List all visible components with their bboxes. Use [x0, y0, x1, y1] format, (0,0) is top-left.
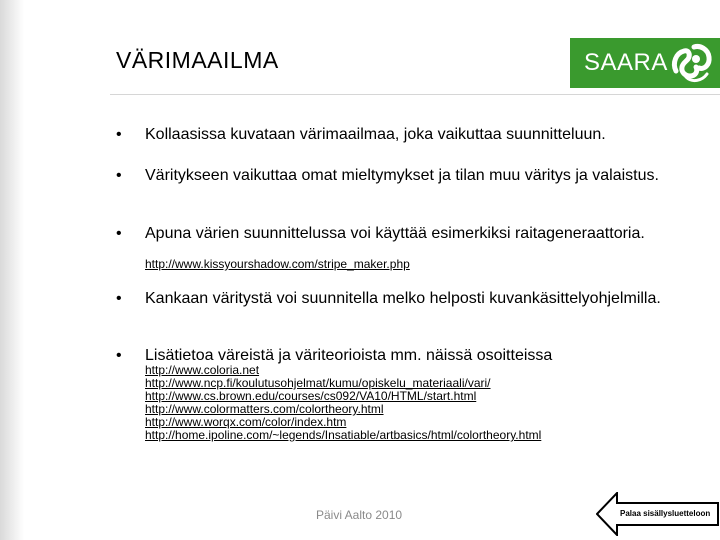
bullet-text-more-info: Lisätietoa väreistä ja väriteorioista mm. näissä osoitteissa [145, 347, 553, 364]
link-brown[interactable]: http://www.cs.brown.edu/courses/cs092/VA10/HTML/start.html [145, 389, 477, 403]
logo-mark-icon [666, 41, 714, 85]
saara-logo [570, 38, 720, 88]
back-to-contents-button[interactable] [596, 492, 720, 536]
footer-author: Päivi Aalto 2010 [316, 508, 403, 522]
logo-text: SAARA [584, 49, 668, 76]
bullet-marker: • [116, 126, 122, 143]
link-ncp[interactable]: http://www.ncp.fi/koulutusohjelmat/kumu/opiskelu_materiaali/vari/ [145, 376, 491, 390]
link-coloria[interactable]: http://www.coloria.net [145, 363, 260, 377]
page-title: VÄRIMAAILMA [116, 47, 279, 73]
left-edge-gradient [0, 0, 24, 540]
link-stripe-maker[interactable]: http://www.kissyourshadow.com/stripe_maker.php [145, 257, 410, 271]
bullet-marker: • [116, 290, 122, 307]
link-worqx[interactable]: http://www.worqx.com/color/index.htm [145, 415, 347, 429]
bullet-text-fabric-coloring: Kankaan väritystä voi suunnitella melko helposti kuvankäsittelyohjelmilla. [145, 290, 661, 307]
link-colormatters[interactable]: http://www.colormatters.com/colortheory.html [145, 402, 384, 416]
bullet-text-stripe-generator: Apuna värien suunnittelussa voi käyttää esimerkiksi raitageneraattoria. [145, 225, 645, 242]
back-button-label: Palaa sisällysluetteloon [620, 509, 711, 518]
title-divider [110, 94, 720, 95]
bullet-text-collage: Kollaasissa kuvataan värimaailmaa, joka vaikuttaa suunnitteluun. [145, 126, 606, 143]
bullet-marker: • [116, 225, 122, 242]
bullet-text-coloring: Väritykseen vaikuttaa omat mieltymykset ja tilan muu väritys ja valaistus. [145, 167, 659, 184]
bullet-marker: • [116, 347, 122, 364]
link-ipoline[interactable]: http://home.ipoline.com/~legends/Insatiable/artbasics/html/colortheory.html [145, 428, 542, 442]
bullet-marker: • [116, 167, 122, 184]
